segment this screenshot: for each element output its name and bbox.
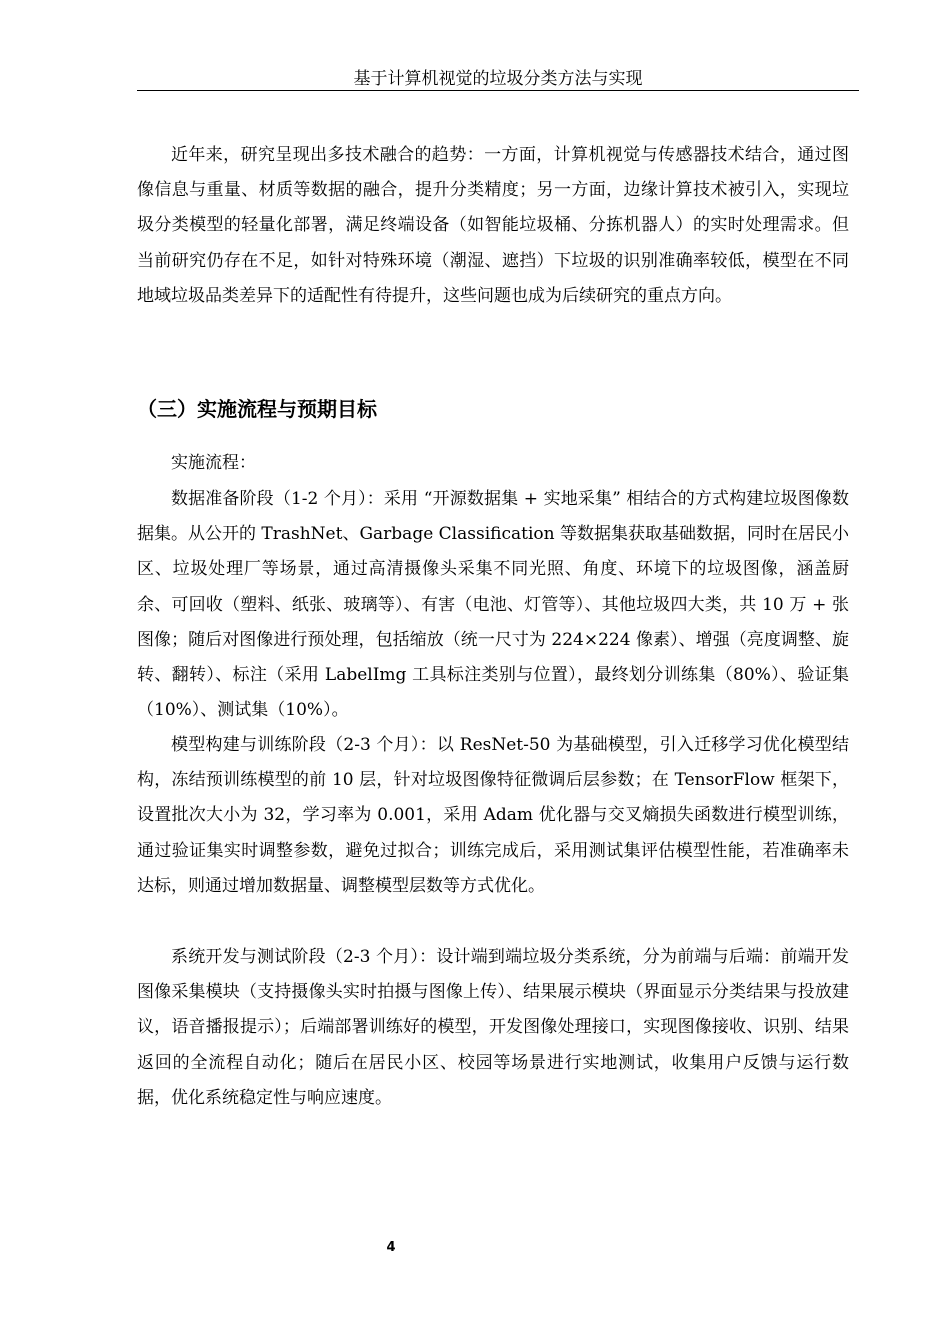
header-divider	[137, 90, 859, 91]
section-heading: （三）实施流程与预期目标	[137, 397, 377, 421]
paragraph-data-preparation: 数据准备阶段（1-2 个月）：采用 “开源数据集 + 实地采集” 相结合的方式构建垃圾图像数据集。从公开的 TrashNet、Garbage Classification 等数据集获取基础数据，同时在居民小区、垃圾处理厂等场景，通过高清摄像头采集不同光照、角度、环境下的垃圾图像，涵盖厨余、可回收（塑料、纸张、玻璃等）、有害（电池、灯管等）、其他垃圾四大类，共 10 万 + 张图像；随后对图像进行预处理，包括缩放（统一尺寸为 224×224 像素）、增强（亮度调整、旋转、翻转）、标注（采用 LabelImg 工具标注类别与位置），最终划分训练集（80%）、验证集（10%）、测试集（10%）。	[137, 489, 849, 721]
paragraph-system-development: 系统开发与测试阶段（2-3 个月）：设计端到端垃圾分类系统，分为前端与后端：前端开发图像采集模块（支持摄像头实时拍摄与图像上传）、结果展示模块（界面显示分类结果与投放建议，语音播报提示）；后端部署训练好的模型，开发图像处理接口，实现图像接收、识别、结果返回的全流程自动化；随后在居民小区、校园等场景进行实地测试，收集用户反馈与运行数据，优化系统稳定性与响应速度。	[137, 947, 849, 1108]
paragraph-model-training: 模型构建与训练阶段（2-3 个月）：以 ResNet-50 为基础模型，引入迁移学习优化模型结构，冻结预训练模型的前 10 层，针对垃圾图像特征微调后层参数；在 TensorFlow 框架下，设置批次大小为 32，学习率为 0.001，采用 Adam 优化器与交叉熵损失函数进行模型训练，通过验证集实时调整参数，避免过拟合；训练完成后，采用测试集评估模型性能，若准确率未达标，则通过增加数据量、调整模型层数等方式优化。	[137, 735, 849, 896]
paragraph-process-label: 实施流程：	[171, 453, 256, 473]
page-header-title: 基于计算机视觉的垃圾分类方法与实现	[353, 69, 643, 89]
paragraph-research-trends: 近年来，研究呈现出多技术融合的趋势：一方面，计算机视觉与传感器技术结合，通过图像信息与重量、材质等数据的融合，提升分类精度；另一方面，边缘计算技术被引入，实现垃圾分类模型的轻量化部署，满足终端设备（如智能垃圾桶、分拣机器人）的实时处理需求。但当前研究仍存在不足，如针对特殊环境（潮湿、遮挡）下垃圾的识别准确率较低，模型在不同地域垃圾品类差异下的适配性有待提升，这些问题也成为后续研究的重点方向。	[137, 145, 849, 306]
page-number: 4	[386, 1240, 396, 1255]
